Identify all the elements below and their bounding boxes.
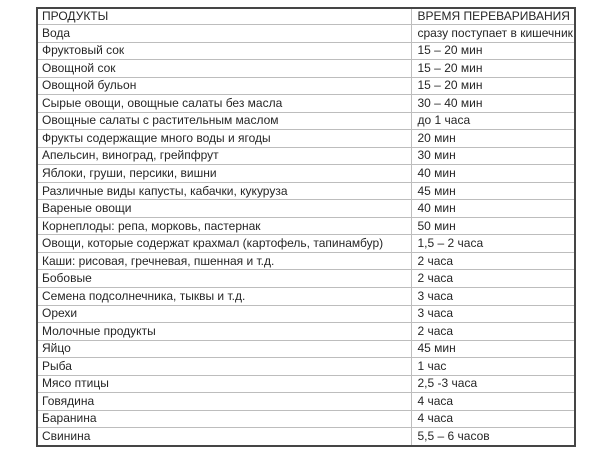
product-cell: Сырые овощи, овощные салаты без масла [37,95,411,113]
table-row [37,235,575,253]
table-row [37,42,575,60]
product-cell: Каши: рисовая, гречневая, пшенная и т.д. [37,252,411,270]
time-cell: 15 – 20 мин [411,42,575,60]
table-row [37,25,575,43]
time-cell: 20 мин [411,130,575,148]
table-row [37,130,575,148]
table-row [37,165,575,183]
time-cell: 4 часа [411,410,575,428]
time-cell: 45 мин [411,340,575,358]
product-cell: Корнеплоды: репа, морковь, пастернак [37,217,411,235]
time-cell: 45 мин [411,182,575,200]
product-cell: Молочные продукты [37,323,411,341]
time-cell: 2 часа [411,252,575,270]
product-cell: Фруктовый сок [37,42,411,60]
table-row [37,375,575,393]
product-cell: Яблоки, груши, персики, вишни [37,165,411,183]
time-cell: 30 – 40 мин [411,95,575,113]
product-cell: Различные виды капусты, кабачки, кукуруза [37,182,411,200]
time-cell: 40 мин [411,200,575,218]
product-cell: Овощные салаты с растительным маслом [37,112,411,130]
product-cell: Овощной бульон [37,77,411,95]
table-row [37,270,575,288]
time-cell: 3 часа [411,305,575,323]
table-row [37,147,575,165]
table-row [37,217,575,235]
time-cell: 3 часа [411,287,575,305]
table-row [37,393,575,411]
product-cell: Мясо птицы [37,375,411,393]
product-cell: Свинина [37,428,411,446]
digestion-table [36,7,576,447]
time-cell: 15 – 20 мин [411,60,575,78]
product-cell: Вареные овощи [37,200,411,218]
product-cell: Овощи, которые содержат крахмал (картофель, тапинамбур) [37,235,411,253]
time-cell: 4 часа [411,393,575,411]
product-cell: Баранина [37,410,411,428]
product-cell: Орехи [37,305,411,323]
table-row [37,60,575,78]
time-cell: сразу поступает в кишечник [411,25,575,43]
table-row [37,252,575,270]
product-cell: Яйцо [37,340,411,358]
time-cell: 40 мин [411,165,575,183]
time-cell: 5,5 – 6 часов [411,428,575,446]
table-row [37,410,575,428]
time-cell: до 1 часа [411,112,575,130]
digestion-table-container [36,7,576,447]
time-column-header: ВРЕМЯ ПЕРЕВАРИВАНИЯ [411,8,575,25]
table-row [37,340,575,358]
product-cell: Рыба [37,358,411,376]
time-cell: 1 час [411,358,575,376]
table-row [37,95,575,113]
table-row [37,77,575,95]
table-row [37,428,575,446]
header-row [37,8,575,25]
time-cell: 50 мин [411,217,575,235]
table-row [37,200,575,218]
time-cell: 1,5 – 2 часа [411,235,575,253]
time-cell: 30 мин [411,147,575,165]
time-cell: 2 часа [411,270,575,288]
table-row [37,287,575,305]
product-cell: Апельсин, виноград, грейпфрут [37,147,411,165]
time-cell: 2 часа [411,323,575,341]
time-cell: 15 – 20 мин [411,77,575,95]
product-cell: Семена подсолнечника, тыквы и т.д. [37,287,411,305]
product-cell: Фрукты содержащие много воды и ягоды [37,130,411,148]
table-row [37,305,575,323]
product-cell: Вода [37,25,411,43]
time-cell: 2,5 -3 часа [411,375,575,393]
products-column-header: ПРОДУКТЫ [37,8,411,25]
table-row [37,182,575,200]
product-cell: Овощной сок [37,60,411,78]
table-row [37,323,575,341]
product-cell: Говядина [37,393,411,411]
table-row [37,112,575,130]
table-row [37,358,575,376]
product-cell: Бобовые [37,270,411,288]
